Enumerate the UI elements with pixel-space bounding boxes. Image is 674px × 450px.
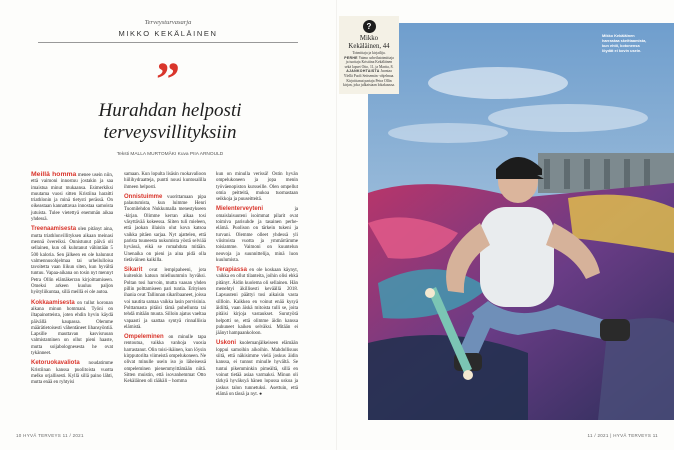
paragraph-text: samaan. Kun lopulta lisäsin ruokavalioon hiilihydraatteja, puntti nousi kuntosalilla ihmeen helposti. (124, 172, 206, 190)
article-paragraph (124, 172, 206, 191)
paragraph-text: ja omaislaisuuteni isoimmat pilarit ovat toimiva parisuhde ja tasainen perhe-elämä. Puolison on tärkein tukeni ja turvani. Olemme olleet yhdessä yli viisitoista vuotta ja ymmärrämme toisiamme. Vaimoni on kuuntelun neuvoja ja suunnittelija, minä luon kuulumista. (216, 207, 298, 263)
article-paragraph (31, 172, 113, 223)
profile-family (343, 56, 395, 70)
left-page (0, 0, 336, 450)
paragraph-lead-in: Ompeleminen (124, 334, 164, 341)
page-folio-left: 10 HYVÄ TERVEYS 11 / 2021 (16, 433, 84, 438)
right-page (337, 0, 674, 450)
skateboarder-photo-illustration (368, 23, 674, 420)
photo-caption: Mikko Kekäläinen harrastaa skeittaamista, kun ehtii, kotonensa löydät ei kovin usein. (602, 33, 647, 53)
paragraph-text: kun on minulla verissä! Ostin hyvän ompelukoneen ja jopa menin työväenopiston kursseille. Olen ompellut omia peitteitä, mukoa tuomastaan seikkoja ja puuseitteitä. (216, 172, 298, 203)
paragraph-lead-in: Onnistuimme (124, 193, 163, 200)
text-column-3 (216, 172, 298, 401)
paragraph-text: on minulle tapa rentoutua, vaikka vanhoja vuosia harrastanut. Olin toisi-ikäinen, kun löysin kirpputorilta viimeistä ompelukoneen. Ne olivat minulle usein iso jo läheisessä ompeleminen pienemmyittämään niitä. Sitten muistin, että isovanhemmat Otto Kekäläinen oli rääkäli – homma (124, 335, 206, 385)
article-paragraph (216, 340, 298, 398)
paragraph-lead-in: Sikarit (124, 267, 143, 274)
paragraph-text: on tullut koronan aikana minun hommani. Työni on iltapainotteista, joten ehdin hyvin käydä päivällä kaupassa. Olemme määrätietoisesti vähentäneet lihansyöntiä. Lapsille mauttavan kasvisruoan valmistaminen on ollut pieni haaste, mutta soijabolognesesta he ovat tykänneet. (31, 300, 113, 357)
article-headline: Hurahdan helposti terveysvillityksiin (98, 100, 242, 143)
article-paragraph (216, 206, 298, 264)
article-paragraph (124, 334, 206, 385)
paragraph-lead-in: Terapiassa (216, 267, 247, 274)
article-paragraph (31, 360, 113, 386)
family-label: PERHE (344, 55, 358, 60)
paragraph-lead-in: Treenaamisesta (31, 226, 77, 233)
profile-current (343, 69, 395, 87)
header-divider (38, 42, 298, 43)
quote-mark-icon: ” (156, 53, 180, 106)
paragraph-text: vuorittamaan pipa palautumista, kun luimme Henri Tuomilehdon Nukkumalla menestykseen -kirjan. Olimme kerran aikaa tosi väsyttävää kokeessa. Siiten tuli mieleen, että jaokan illaisin olut kova katsoa vaikka pitäen sarjaa. Nyt ajattelen, että parista tuuneesta nukumista yöstä selviää hyvässä, eikä se romahduta mitään. Unenaika on pieni ja aina pidä olla tietäväinen kaikilla. (124, 194, 206, 263)
page-folio-right: 11 / 2021 | HYVÄ TERVEYS 11 (587, 433, 658, 438)
section-label: Terveysturvasarja (144, 19, 192, 26)
article-paragraph (124, 267, 206, 331)
article-paragraph (216, 172, 298, 203)
paragraph-text: en ole koskaan käynyt, vaikka en ollut tilanteita, joihin olisi ehkä pitänyt. Äidin kuolema oli sellainen. Hän menehtyi äkillisesti keväällä 2018. Lapsuuteni päättyi tosi aikaisin vasta sillloin. Kaikkea en voinut enää kysyä äidiltä, vaan äiskä mitoista tulli se, joita pitäisi kirjoja vastaukset. Surutyötä helpotti se, että olimme äidin kanssa puhuneet kaiken selväksi. Mitään ei jäänyt hampaankoloon. (216, 268, 298, 337)
paragraph-text: noudatimme Kristiinan kanssa puolitoista vuotta melko orjallisesti. Kyllä sillä paino lähti, mutta enää en ryhtyisi (31, 361, 113, 386)
family-text: Vaimo urheilutoimittaja ja tuottaja Kristiina Kekäläinen sekä lapset Otto, 11, ja Martta, 8. (344, 55, 394, 69)
article-paragraph (124, 194, 206, 264)
author-name: MIKKO KEKÄLÄINEN (118, 29, 218, 38)
current-label: AJANKOHTAISTA (346, 69, 380, 74)
paragraph-lead-in: Kokkaamisesta (31, 299, 75, 306)
text-column-1 (31, 172, 113, 390)
article-paragraph (31, 226, 113, 296)
paragraph-lead-in: Mielenterveyteni (216, 206, 264, 213)
profile-info-box (339, 16, 399, 94)
question-badge-icon: ? (363, 20, 376, 33)
paragraph-lead-in: Uskoni (216, 340, 237, 347)
article-paragraph (216, 267, 298, 337)
profile-name: Mikko Kekäläinen, 44 (348, 35, 390, 50)
paragraph-lead-in: Ketoruokavaliota (31, 360, 80, 367)
text-column-2 (124, 172, 206, 389)
paragraph-text: menee usein niin, että vaimoni innostuu jostakin ja saa imaistua minut mukaansa. Esimerkiksi muutama vuosi sitten Kristiina haraitti triathlonin ja minä tietysti perässä. On oikeastaan kannattavaa innostaa samoista jutuista. Tulee vietettyä enemmän aikaa yhdessä. (31, 173, 113, 223)
paragraph-text: olen pitänyt aina, mutta triathlonvillityksen aikaan meinasi mennä övereiksi. Onnistunut päivä oli sellainen, kun oli kulutanut vähintään 5 500 kaloria. Sen jälkeen en ole halunnut valmennusohjelmaa tai urheilulloisa tavoitetta vaan liikun siten, kun hyvältä tuntuu. Vapaa-aikana on tosin nyt mennyt Petra Ollin elämäkerran kirjoittamiseen. Omeksi arkeen kuuluu paljon hyötyliikuntaa, sillä meillä ei ole autoa. (31, 227, 113, 296)
paragraph-text: ovat lempipaheeni, jota kuitenkin katsun mielluummin hyväksi. Poltan tosi harvoin, mutta vaasan yhden pillin polttamiseen pari tuntia. Erityisen ihania ovat Tallinnan sikaribaaneet, joissa voi nautita samaa vaikka lasin porvisinia. Polttamasta pitäisi tämä puhellunta tai tehdä mitään muuta. Silloin ajatus vaeltaa vapaasti ja saattaa syntyä rinnalliisia elämistä. (124, 268, 206, 330)
article-paragraph (31, 300, 113, 358)
paragraph-text: kuolemanjälkeiseen elämään loppui samoihin aikoihin. Mahdollisuus siitä, että näkisimme vielä joskus äidin kanssa, ei tunnut minulle hyvältä. Se tuntui pikemminkin pimeältä, sillä en voinut tietää asiaa varmaksi. Minun oli tärkyä hyväksyä hänen lopussa uskoa ja joskus talon tunnetuksi. Asettuin, että elämä on tässä ja nyt. ● (216, 341, 298, 397)
portrait-photo (368, 23, 674, 420)
article-byline: Teksti MALLA MURTOMÄKI Kuva PIIA ARNOULD (116, 152, 224, 157)
current-text: Juontaa Ylellä Puoli Seitsemän -ohjelmaa. Kirjoittanut pariaja Petra Ollin kirjan, joka julkaistaan lokakuussa. (343, 69, 395, 88)
profile-job: Toimittaja ja kirjailija. (352, 51, 386, 55)
paragraph-lead-in: Meillä homma (31, 171, 77, 178)
